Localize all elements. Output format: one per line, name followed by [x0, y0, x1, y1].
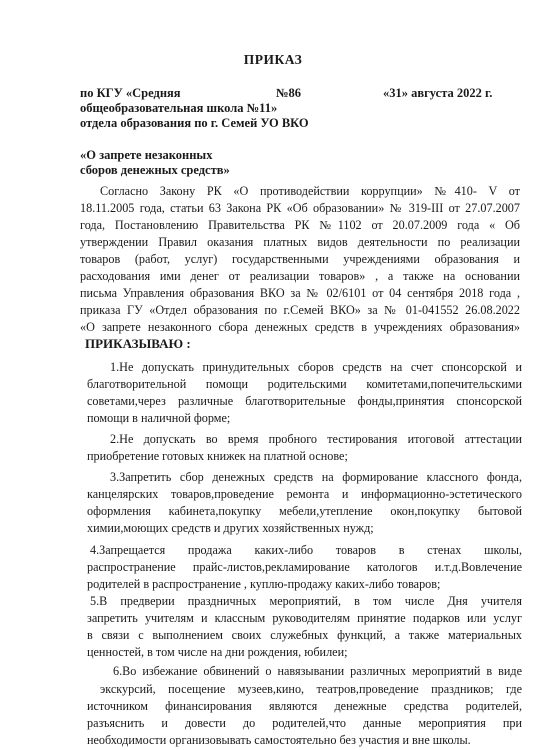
item-3-line: 3.Запретить сбор денежных средств на формирование классного фонда, — [110, 470, 522, 484]
item-1-line: благотворительной помощи родительскими комитетами,попечительскими — [87, 377, 522, 391]
preamble-line: приказа ГУ «Отдел образования по г.Семей ВКО» за № 01-041552 26.08.2022 — [80, 303, 520, 317]
item-5-line: ценностей, в том числе на дни рождения, юбилеи; — [87, 645, 348, 659]
item-1-line: советами,через различные благотворительные фонды,принятия спонсорской — [87, 394, 522, 408]
item-6-line: экскурсий, посещение музеев,кино, театров,проведение праздников; где — [100, 682, 522, 696]
org-line-2: общеобразовательная школа №11» — [80, 101, 278, 115]
item-5-line: в связи с выполнением своих служебных функций, а также материальных — [87, 628, 522, 642]
item-6-line: необходимости организовывать самостоятельно без участия и вне школы. — [87, 733, 471, 747]
preamble-line: «О запрете незаконного сбора денежных средств в учреждениях образования» — [80, 320, 520, 334]
item-5-line: 5.В предверии праздничных мероприятий, в том числе Дня учителя — [90, 594, 522, 608]
preamble-line: Согласно Закону РК «О противодействии коррупции» №410- V от — [100, 184, 520, 198]
item-1-line: 1.Не допускать принудительных сборов средств на счет спонсорской и — [110, 360, 522, 374]
item-4-line: распространение прайс-листов,рекламирование катологов и.т.д.Вовлечение — [87, 560, 522, 574]
item-6-line: источником финансирования являются денежные средства родителей, — [87, 699, 522, 713]
item-2-line: приобретение готовых книжек на платной основе; — [87, 449, 348, 463]
subject-line-2: сборов денежных средств» — [80, 163, 230, 177]
item-3-line: оформления кабинета,покупку мебели,утепление окон,покупку бытовой — [87, 504, 522, 518]
preamble-line: товаров (работ, услуг) государственными учреждениями образования и — [80, 252, 520, 266]
item-4-line: родителей в распространение , куплю-продажу каких-либо товаров; — [87, 577, 441, 591]
org-line-1: по КГУ «Средняя — [80, 86, 181, 100]
item-2-line: 2.Не допускать во время пробного тестирования итоговой аттестации — [110, 432, 522, 446]
document-title: ПРИКАЗ — [243, 52, 303, 67]
subject-line-1: «О запрете незаконных — [80, 148, 213, 162]
item-6-line: разъяснить и довести до родителей,что данные мероприятия при — [87, 716, 522, 730]
item-6-line: 6.Во избежание обвинений о навязывании различных мероприятий в виде — [113, 664, 522, 678]
item-3-line: химии,моющих средств и других хозяйственных нужд; — [87, 521, 374, 535]
item-3-line: канцелярских товаров,проведение ремонта и информационно-эстетического — [87, 487, 522, 501]
item-5-line: запретить учителям и классным руководителям принятие подарков или услуг — [87, 611, 522, 625]
org-line-3: отдела образования по г. Семей УО ВКО — [80, 116, 309, 130]
preamble-line: утверждении Правил оказания платных видов деятельности по реализации — [80, 235, 520, 249]
order-word: ПРИКАЗЫВАЮ : — [85, 336, 191, 351]
item-1-line: помощи в наличной форме; — [87, 411, 231, 425]
preamble-line: расходования ими денег от реализации товаров» , а также на основании — [80, 269, 520, 283]
preamble-line: письма Управления образования ВКО за № 02/6101 от 04 сентября 2018 года , — [80, 286, 520, 300]
order-date: «31» августа 2022 г. — [383, 86, 493, 100]
item-4-line: 4.Запрещается продажа каких-либо товаров в стенах школы, — [90, 543, 522, 557]
order-number: №86 — [276, 86, 302, 100]
preamble-line: 18.11.2005 года, статьи 63 Закона РК «Об образовании» № 319-III от 27.07.2007 — [80, 201, 520, 215]
preamble-line: года, Постановлению Правительства РК №1102 от 20.07.2009 года « Об — [80, 218, 520, 232]
